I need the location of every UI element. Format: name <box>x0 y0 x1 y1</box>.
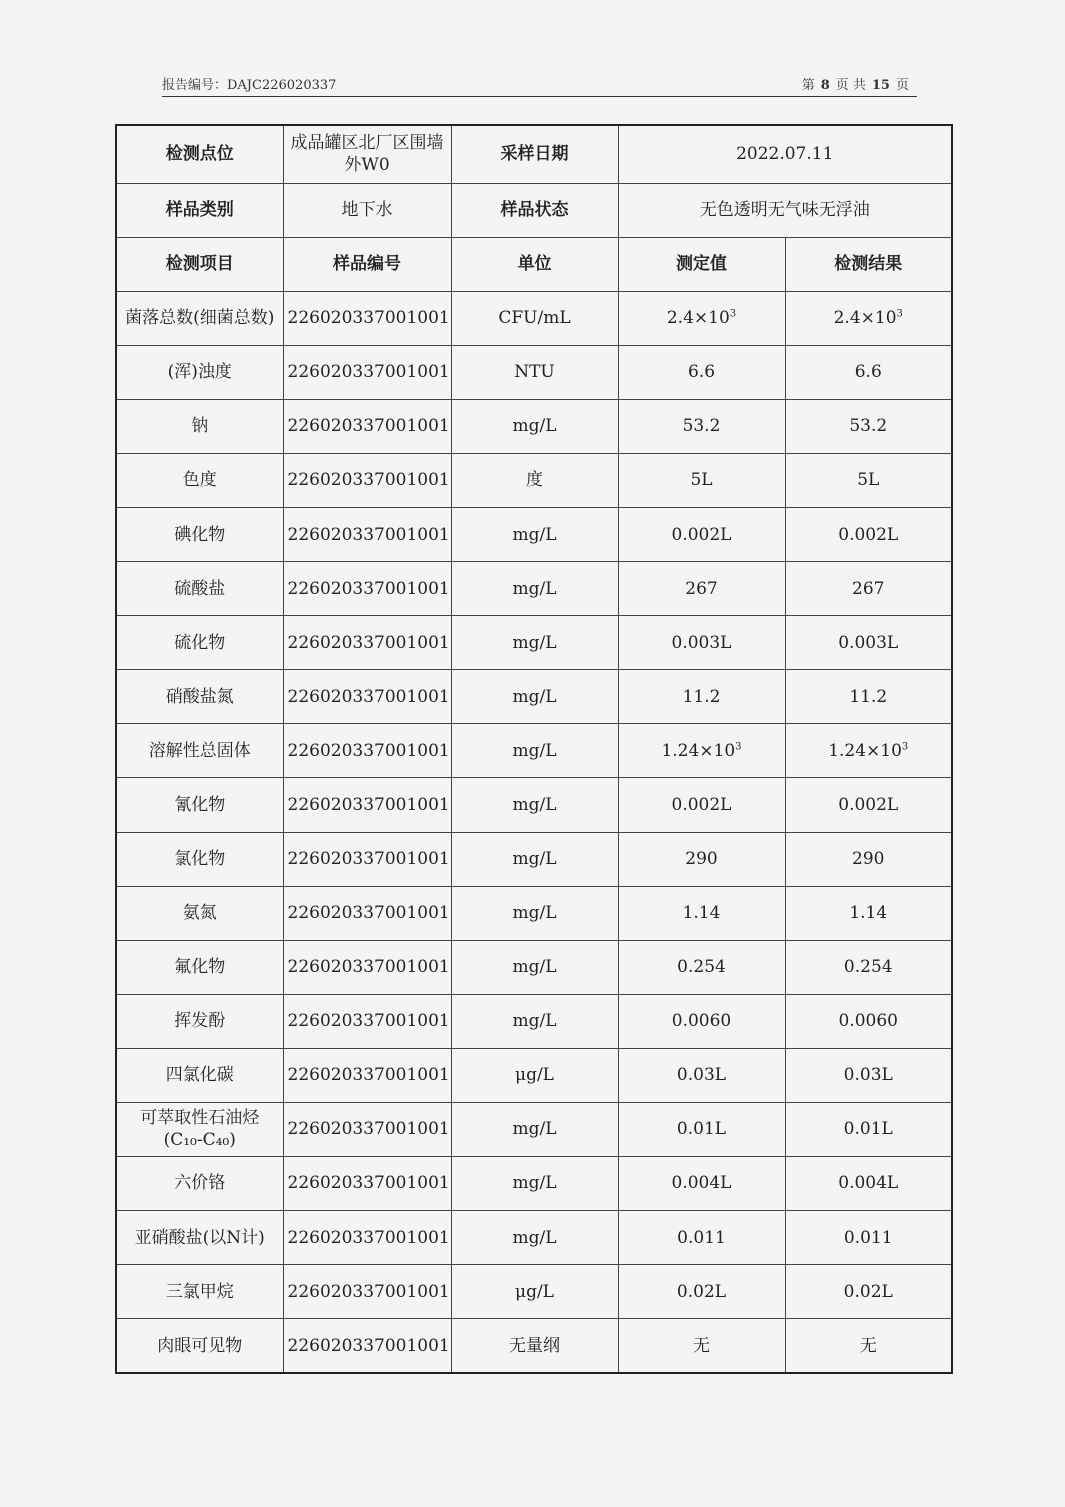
value-cell: 0.02L <box>618 1265 785 1319</box>
table-row <box>116 508 952 562</box>
unit-cell: mg/L <box>451 670 618 724</box>
item-cell: 钠 <box>116 399 283 453</box>
table-row <box>116 291 952 345</box>
value-cell: 0.002L <box>618 508 785 562</box>
sample-cell: 226020337001001 <box>283 453 451 507</box>
value-cell: 0.002L <box>618 778 785 832</box>
item-cell: 菌落总数(细菌总数) <box>116 291 283 345</box>
item-cell: 氟化物 <box>116 940 283 994</box>
state-label: 样品状态 <box>451 183 618 237</box>
sample-cell: 226020337001001 <box>283 616 451 670</box>
unit-cell: mg/L <box>451 886 618 940</box>
unit-cell: mg/L <box>451 724 618 778</box>
result-cell: 0.003L <box>785 616 952 670</box>
value-cell: $2.4\times 10^3$ <box>618 291 785 345</box>
value-cell: $1.24\times 10^3$ <box>618 724 785 778</box>
item-cell: 氯化物 <box>116 832 283 886</box>
item-cell: 硫酸盐 <box>116 562 283 616</box>
result-cell: 5L <box>785 453 952 507</box>
item-cell: 硫化物 <box>116 616 283 670</box>
sample-cell: 226020337001001 <box>283 778 451 832</box>
result-cell: 0.254 <box>785 940 952 994</box>
test-results-table <box>115 124 953 1374</box>
value-cell: 0.0060 <box>618 994 785 1048</box>
sample-cell: 226020337001001 <box>283 1211 451 1265</box>
exponent: 3 <box>729 308 737 320</box>
sample-cell: 226020337001001 <box>283 345 451 399</box>
page-header <box>162 74 917 97</box>
sample-cell: 226020337001001 <box>283 1156 451 1210</box>
unit-cell: mg/L <box>451 940 618 994</box>
date-value: 2022.07.11 <box>618 125 952 183</box>
unit-cell: mg/L <box>451 616 618 670</box>
sample-cell: 226020337001001 <box>283 724 451 778</box>
sample-cell: 226020337001001 <box>283 1048 451 1102</box>
result-cell: 无 <box>785 1319 952 1373</box>
result-cell: 0.002L <box>785 508 952 562</box>
unit-cell: CFU/mL <box>451 291 618 345</box>
item-cell: 挥发酚 <box>116 994 283 1048</box>
unit-cell: mg/L <box>451 994 618 1048</box>
table-row <box>116 1048 952 1102</box>
sample-cell: 226020337001001 <box>283 832 451 886</box>
unit-cell: mg/L <box>451 1102 618 1156</box>
unit-cell: mg/L <box>451 1211 618 1265</box>
result-cell: 290 <box>785 832 952 886</box>
value-cell: 11.2 <box>618 670 785 724</box>
value-cell: 0.003L <box>618 616 785 670</box>
item-cell: 亚硝酸盐(以N计) <box>116 1211 283 1265</box>
result-cell: 0.011 <box>785 1211 952 1265</box>
sample-cell: 226020337001001 <box>283 940 451 994</box>
value-cell: 0.004L <box>618 1156 785 1210</box>
value-cell: 5L <box>618 453 785 507</box>
col-header: 测定值 <box>618 237 785 291</box>
type-label: 样品类别 <box>116 183 283 237</box>
value-cell: 267 <box>618 562 785 616</box>
item-cell: 四氯化碳 <box>116 1048 283 1102</box>
sample-cell: 226020337001001 <box>283 1265 451 1319</box>
date-label: 采样日期 <box>451 125 618 183</box>
value-cell: 0.011 <box>618 1211 785 1265</box>
table-row <box>116 1319 952 1373</box>
report-number: 报告编号：DAJC226020337 <box>162 78 337 93</box>
page-indicator: 第 8 页 共 15 页 <box>801 78 909 93</box>
table-row <box>116 994 952 1048</box>
item-cell: 六价铬 <box>116 1156 283 1210</box>
item-cell: 氨氮 <box>116 886 283 940</box>
table-row <box>116 562 952 616</box>
result-cell: 11.2 <box>785 670 952 724</box>
result-cell: 6.6 <box>785 345 952 399</box>
item-cell: 可萃取性石油烃(C₁₀-C₄₀) <box>116 1102 283 1156</box>
item-cell: 碘化物 <box>116 508 283 562</box>
table-row <box>116 1265 952 1319</box>
table-row <box>116 670 952 724</box>
point-label: 检测点位 <box>116 125 283 183</box>
col-header: 检测结果 <box>785 237 952 291</box>
table-row <box>116 1102 952 1156</box>
sample-cell: 226020337001001 <box>283 1319 451 1373</box>
table-row <box>116 616 952 670</box>
table-row <box>116 886 952 940</box>
unit-cell: mg/L <box>451 399 618 453</box>
table-row <box>116 1211 952 1265</box>
sample-cell: 226020337001001 <box>283 291 451 345</box>
unit-cell: mg/L <box>451 778 618 832</box>
table-row <box>116 453 952 507</box>
value-cell: 0.254 <box>618 940 785 994</box>
result-cell: 53.2 <box>785 399 952 453</box>
sample-cell: 226020337001001 <box>283 994 451 1048</box>
table-row <box>116 940 952 994</box>
item-cell: 肉眼可见物 <box>116 1319 283 1373</box>
unit-cell: mg/L <box>451 832 618 886</box>
table-row <box>116 724 952 778</box>
item-cell: (浑)浊度 <box>116 345 283 399</box>
value-cell: 无 <box>618 1319 785 1373</box>
unit-cell: mg/L <box>451 1156 618 1210</box>
point-value: 成品罐区北厂区围墙外W0 <box>283 125 451 183</box>
item-cell: 三氯甲烷 <box>116 1265 283 1319</box>
unit-cell: 度 <box>451 453 618 507</box>
sample-cell: 226020337001001 <box>283 508 451 562</box>
result-cell: 267 <box>785 562 952 616</box>
value-cell: 1.14 <box>618 886 785 940</box>
unit-cell: 无量纲 <box>451 1319 618 1373</box>
item-cell: 色度 <box>116 453 283 507</box>
state-value: 无色透明无气味无浮油 <box>618 183 952 237</box>
sample-cell: 226020337001001 <box>283 670 451 724</box>
result-cell: 0.02L <box>785 1265 952 1319</box>
result-cell: 0.03L <box>785 1048 952 1102</box>
result-cell: $1.24\times 10^3$ <box>785 724 952 778</box>
item-cell: 氰化物 <box>116 778 283 832</box>
info-row <box>116 183 952 237</box>
unit-cell: μg/L <box>451 1048 618 1102</box>
col-header: 样品编号 <box>283 237 451 291</box>
table-row <box>116 399 952 453</box>
table-row <box>116 345 952 399</box>
unit-cell: μg/L <box>451 1265 618 1319</box>
result-cell: 0.004L <box>785 1156 952 1210</box>
result-cell: 0.01L <box>785 1102 952 1156</box>
column-header-row <box>116 237 952 291</box>
value-cell: 0.03L <box>618 1048 785 1102</box>
result-cell: 0.0060 <box>785 994 952 1048</box>
result-cell: $2.4\times 10^3$ <box>785 291 952 345</box>
col-header: 单位 <box>451 237 618 291</box>
table-row <box>116 778 952 832</box>
type-value: 地下水 <box>283 183 451 237</box>
table-row <box>116 1156 952 1210</box>
unit-cell: mg/L <box>451 562 618 616</box>
result-cell: 0.002L <box>785 778 952 832</box>
value-cell: 0.01L <box>618 1102 785 1156</box>
table-row <box>116 832 952 886</box>
info-row <box>116 125 952 183</box>
exponent: 3 <box>901 741 909 753</box>
unit-cell: NTU <box>451 345 618 399</box>
col-header: 检测项目 <box>116 237 283 291</box>
value-cell: 6.6 <box>618 345 785 399</box>
exponent: 3 <box>896 308 903 320</box>
exponent: 3 <box>735 741 742 753</box>
value-cell: 290 <box>618 832 785 886</box>
unit-cell: mg/L <box>451 508 618 562</box>
sample-cell: 226020337001001 <box>283 562 451 616</box>
value-cell: 53.2 <box>618 399 785 453</box>
result-cell: 1.14 <box>785 886 952 940</box>
sample-cell: 226020337001001 <box>283 399 451 453</box>
sample-cell: 226020337001001 <box>283 1102 451 1156</box>
sample-cell: 226020337001001 <box>283 886 451 940</box>
item-cell: 溶解性总固体 <box>116 724 283 778</box>
item-cell: 硝酸盐氮 <box>116 670 283 724</box>
